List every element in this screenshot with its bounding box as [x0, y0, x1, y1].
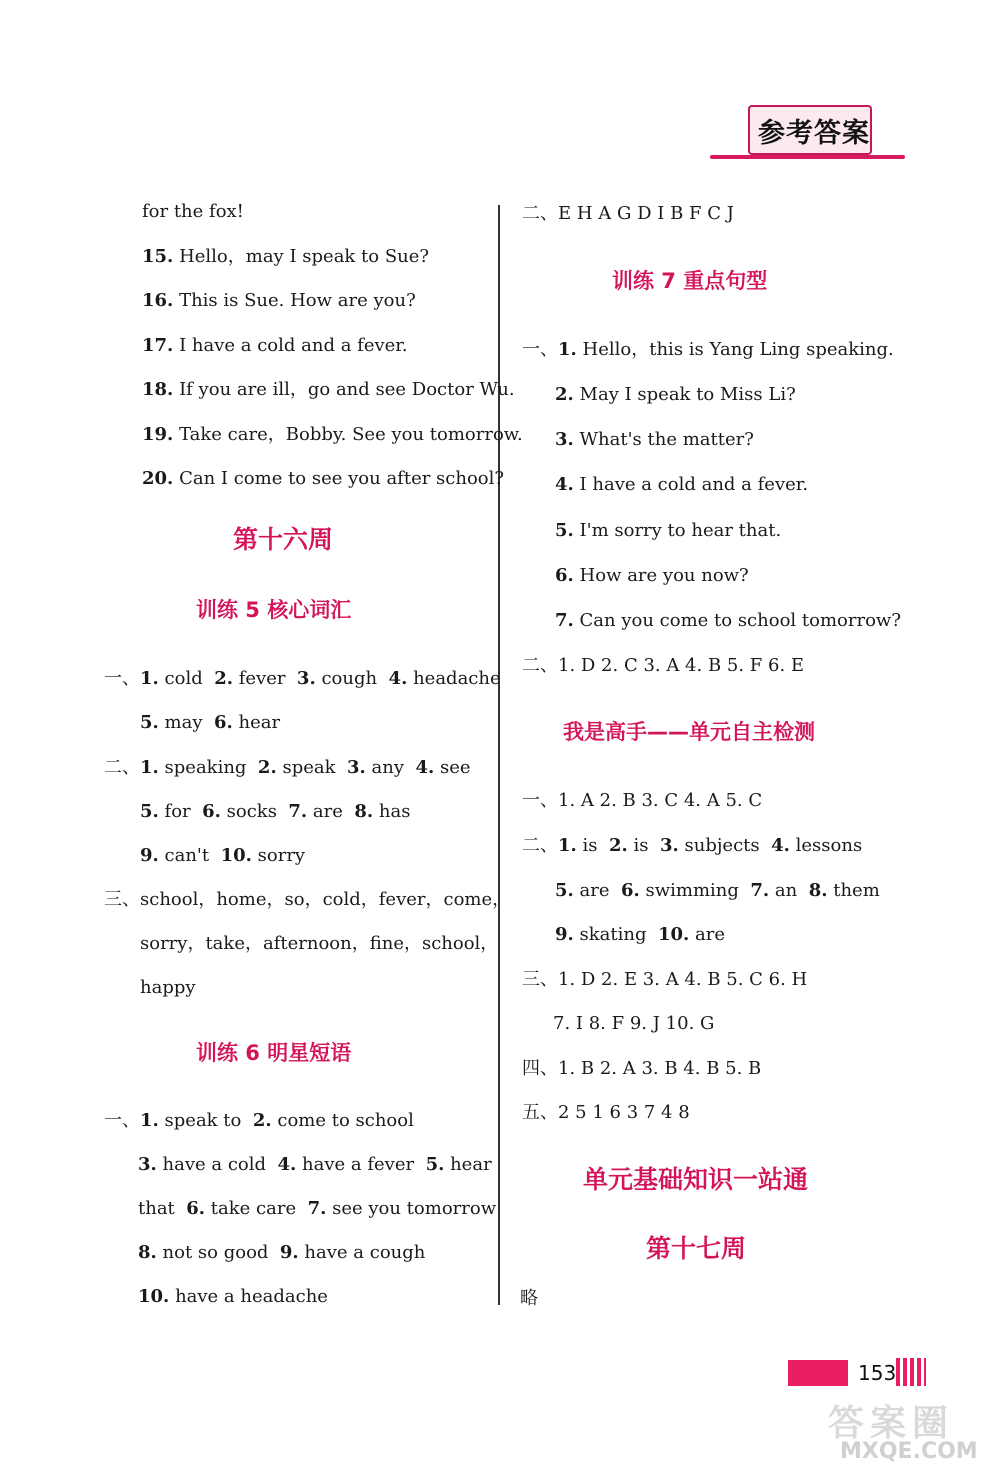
item-number: 18.	[142, 379, 174, 400]
answer-line: 四、1. B 2. A 3. B 4. B 5. B	[522, 1058, 762, 1079]
answer-line: 二、1. D 2. C 3. A 4. B 5. F 6. E	[522, 655, 805, 676]
answer-line: 二、E H A G D I B F C J	[522, 203, 734, 224]
answer-text: This is Sue. How are you?	[179, 290, 416, 311]
item-number: 16.	[142, 290, 174, 311]
unit-basics-heading: 单元基础知识一站通	[583, 1165, 809, 1194]
answer-line: 4. I have a cold and a fever.	[555, 474, 809, 495]
answer-line: 6. How are you now?	[555, 565, 749, 586]
answer-line	[142, 467, 504, 491]
answer-text: Can I come to see you after school?	[179, 468, 505, 489]
answer-key-badge	[700, 95, 910, 165]
answer-line: 三、1. D 2. E 3. A 4. B 5. C 6. H	[522, 969, 808, 990]
answer-line: 9. skating 10. are	[555, 924, 726, 945]
watermark	[800, 1395, 990, 1465]
week-16-heading: 第十六周	[233, 525, 334, 554]
week-17-heading: 第十七周	[646, 1234, 747, 1263]
answer-line	[142, 289, 416, 313]
answer-line: 3. What's the matter?	[555, 429, 754, 450]
watermark-logo: 答案圈	[828, 1403, 955, 1444]
training-5-heading: 训练 5 核心词汇	[196, 598, 352, 622]
answer-line: that 6. take care 7. see you tomorrow	[138, 1198, 497, 1219]
item-number: 19.	[142, 424, 174, 445]
answer-line: 5. may 6. hear	[140, 712, 281, 733]
watermark-url: MXQE.COM	[840, 1439, 978, 1464]
answer-key-title: 参考答案	[758, 118, 870, 149]
answer-line: 一、1. cold 2. fever 3. cough 4. headache	[104, 668, 501, 689]
badge-underline	[710, 155, 905, 159]
training-7-heading: 训练 7 重点句型	[612, 269, 768, 293]
answer-line: 一、1. A 2. B 3. C 4. A 5. C	[522, 790, 763, 811]
unit-test-heading: 我是高手——单元自主检测	[563, 720, 815, 744]
answer-line: 5. for 6. socks 7. are 8. has	[140, 801, 411, 822]
item-number: 15.	[142, 246, 174, 267]
answer-line: 二、1. is 2. is 3. subjects 4. lessons	[522, 835, 863, 856]
answer-line: 三、school，home，so，cold，fever，come，	[104, 889, 511, 910]
answer-line	[142, 378, 515, 402]
page-number: 153	[858, 1361, 897, 1385]
answer-line: 10. have a headache	[138, 1286, 328, 1307]
answer-line: sorry，take，afternoon，fine，school，	[140, 933, 499, 954]
answer-line	[142, 423, 523, 447]
answer-line: 9. can't 10. sorry	[140, 845, 306, 866]
answer-line: 7. I 8. F 9. J 10. G	[553, 1013, 715, 1034]
answer-text: Hello，may I speak to Sue?	[179, 246, 430, 267]
answer-line: 略	[520, 1288, 538, 1309]
training-6-heading: 训练 6 明星短语	[196, 1041, 352, 1065]
answer-line: for the fox!	[142, 201, 244, 222]
page-number-decoration	[896, 1358, 926, 1386]
answer-line: 5. are 6. swimming 7. an 8. them	[555, 880, 880, 901]
page-number-bar	[788, 1360, 848, 1386]
item-number: 20.	[142, 468, 174, 489]
answer-line: 二、1. speaking 2. speak 3. any 4. see	[104, 757, 471, 778]
answer-line: 5. I'm sorry to hear that.	[555, 520, 782, 541]
answer-line: 五、2 5 1 6 3 7 4 8	[522, 1102, 690, 1123]
answer-line: happy	[140, 977, 196, 998]
answer-text: I have a cold and a fever.	[179, 335, 408, 356]
answer-line: 2. May I speak to Miss Li?	[555, 384, 796, 405]
answer-text: Take care，Bobby. See you tomorrow.	[179, 424, 523, 445]
answer-text: If you are ill，go and see Doctor Wu.	[179, 379, 515, 400]
answer-line: 7. Can you come to school tomorrow?	[555, 610, 901, 631]
item-number: 17.	[142, 335, 174, 356]
answer-line: 3. have a cold 4. have a fever 5. hear	[138, 1154, 492, 1175]
column-divider	[498, 205, 500, 1305]
answer-line	[142, 245, 429, 269]
answer-line: 8. not so good 9. have a cough	[138, 1242, 426, 1263]
answer-line	[142, 334, 408, 358]
answer-line: 一、1. speak to 2. come to school	[104, 1110, 414, 1131]
answer-line: 一、1. Hello，this is Yang Ling speaking.	[522, 339, 894, 360]
